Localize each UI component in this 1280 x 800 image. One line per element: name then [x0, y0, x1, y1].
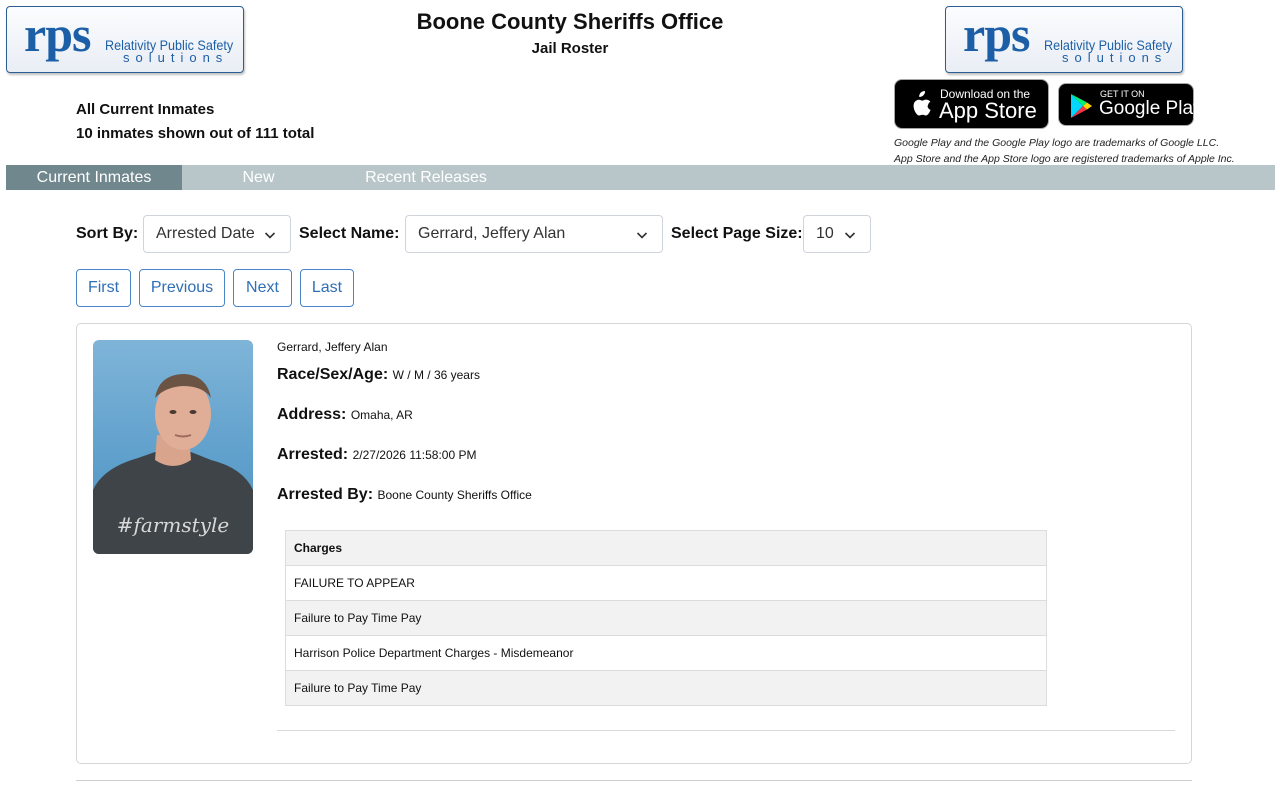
- address-label: Address:: [277, 406, 347, 423]
- rps-logo-mark: rps: [24, 6, 91, 62]
- race-sex-age-field: [277, 366, 480, 384]
- charges-header-row: [286, 531, 1047, 566]
- sort-by-label: Sort By:: [76, 225, 139, 242]
- select-name-value: Gerrard, Jeffery Alan: [418, 225, 566, 242]
- app-store-badge[interactable]: [894, 79, 1049, 129]
- sort-by-select[interactable]: [143, 215, 291, 253]
- google-play-badge[interactable]: [1058, 83, 1203, 126]
- google-play-badge-label: Google Play: [1099, 98, 1203, 119]
- google-trademark-notice: Google Play and the Google Play logo are trademarks of Google LLC.: [894, 137, 1220, 149]
- last-page-button[interactable]: Last: [300, 269, 354, 307]
- arrested-value: 2/27/2026 11:58:00 PM: [352, 448, 477, 462]
- chevron-down-icon: [844, 229, 856, 241]
- charges-header: Charges: [286, 531, 1047, 566]
- next-page-button[interactable]: Next: [233, 269, 292, 307]
- page-size-select[interactable]: [803, 215, 871, 253]
- page-size-label: Select Page Size:: [671, 225, 803, 242]
- chevron-down-icon: [636, 229, 648, 241]
- race-sex-age-value: W / M / 36 years: [392, 368, 480, 382]
- apple-icon: [908, 91, 932, 119]
- charge-cell: Failure to Pay Time Pay: [286, 671, 1047, 706]
- inmate-photo: [93, 340, 253, 554]
- select-name-select[interactable]: [405, 215, 663, 253]
- app-store-badge-caption: Download on the: [940, 87, 1031, 101]
- google-play-badge-caption: GET IT ON: [1100, 89, 1145, 99]
- rps-logo-tagline-solutions: solutions: [1062, 50, 1168, 65]
- app-store-badge-label: App Store: [939, 98, 1037, 123]
- rps-logo-tagline: Relativity Public Safety: [105, 37, 234, 53]
- rps-logo-mark: rps: [963, 6, 1030, 62]
- select-name-label: Select Name:: [299, 225, 400, 242]
- rps-logo-tagline: Relativity Public Safety: [1044, 37, 1173, 53]
- previous-page-button[interactable]: Previous: [139, 269, 225, 307]
- inmate-name: Gerrard, Jeffery Alan: [277, 340, 388, 354]
- tab-new-inmates[interactable]: New Inmates: [230, 169, 287, 211]
- race-sex-age-label: Race/Sex/Age:: [277, 366, 389, 383]
- arrested-field: [277, 446, 476, 464]
- roster-filter-label: All Current Inmates: [76, 101, 215, 118]
- apple-trademark-notice: App Store and the App Store logo are registered trademarks of Apple Inc.: [894, 153, 1235, 165]
- sort-by-value: Arrested Date: [156, 225, 255, 242]
- table-row: [286, 601, 1047, 636]
- table-row: [286, 636, 1047, 671]
- table-row: [286, 671, 1047, 706]
- arrested-by-label: Arrested By:: [277, 486, 374, 503]
- inmate-card: [76, 323, 1192, 764]
- charge-cell: Harrison Police Department Charges - Misdemeanor: [286, 636, 1047, 671]
- page-size-value: 10: [816, 225, 834, 242]
- roster-tab-bar: [6, 165, 1275, 211]
- inmate-photo-figure: [93, 340, 253, 554]
- page-subtitle: Jail Roster: [531, 40, 609, 57]
- rps-logo-tagline-solutions: solutions: [123, 50, 229, 65]
- inmate-count-text: 10 inmates shown out of 111 total: [76, 125, 315, 142]
- arrested-by-field: [277, 486, 532, 504]
- card-divider: [277, 730, 1175, 731]
- arrested-label: Arrested:: [277, 446, 349, 463]
- charge-cell: Failure to Pay Time Pay: [286, 601, 1047, 636]
- address-field: [277, 406, 413, 424]
- section-divider: [76, 780, 1192, 781]
- charges-table: [285, 530, 1047, 706]
- page-title: Boone County Sheriffs Office: [416, 9, 724, 34]
- arrested-by-value: Boone County Sheriffs Office: [377, 488, 532, 502]
- tab-recent-releases[interactable]: Recent Releases: [365, 169, 487, 186]
- shirt-print-text: #farmstyle: [116, 513, 230, 537]
- address-value: Omaha, AR: [350, 408, 413, 422]
- tab-current-inmates[interactable]: Current Inmates: [6, 165, 182, 190]
- first-page-button[interactable]: First: [76, 269, 131, 307]
- chevron-down-icon: [264, 229, 276, 241]
- table-row: [286, 566, 1047, 601]
- google-play-icon: [1068, 93, 1094, 119]
- charge-cell: FAILURE TO APPEAR: [286, 566, 1047, 601]
